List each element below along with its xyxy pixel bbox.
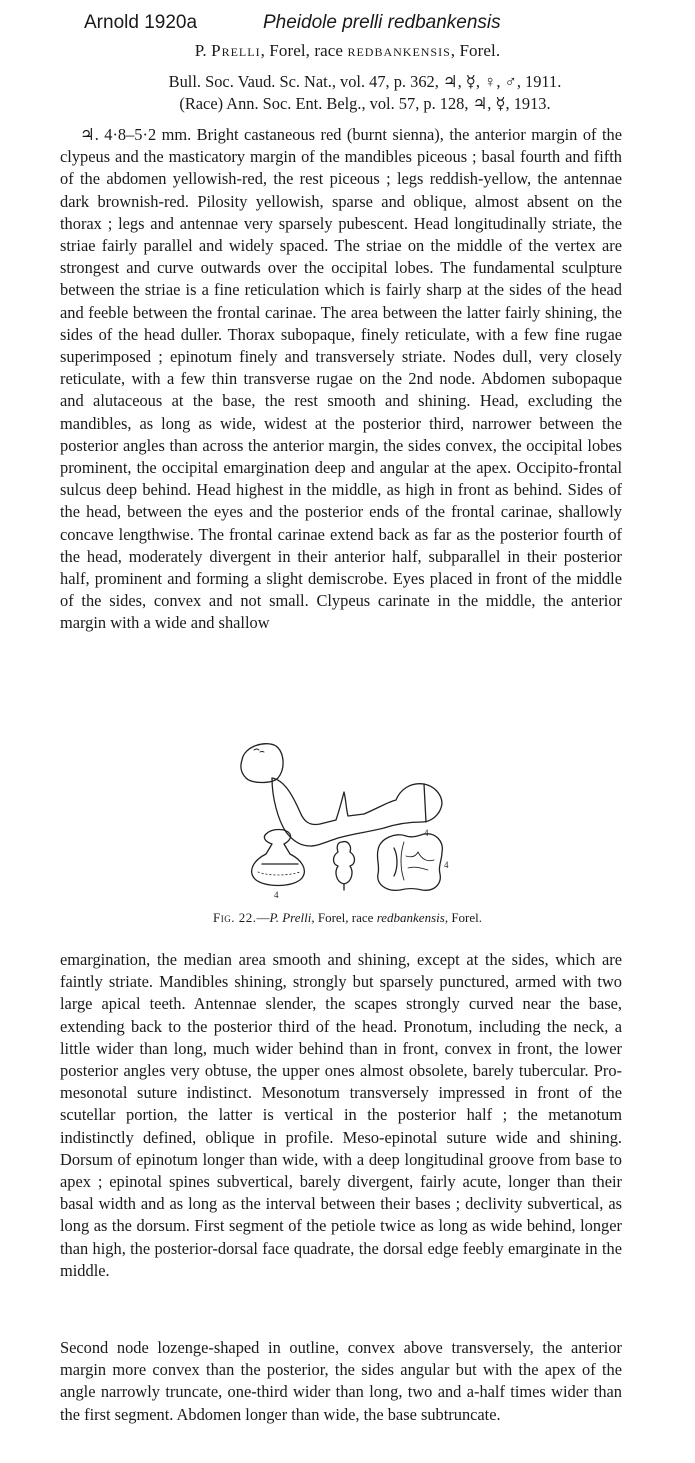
- description-paragraph-1: ♃. 4·8–5·2 mm. Bright castaneous red (burnt sienna), the anterior margin of the clypeus and the masticatory margin of the mandibles piceous ; basal fourth and fifth of the abdomen yellowish-red, the rest piceous ; legs reddish-yellow, the antennae dark brownish-red. Pilosity yellowish, sparse and oblique, almost absent on the thorax ; legs and antennae very sparsely pubescent. Head longitudinally striate, the striae fairly parallel and widely spaced. The striae on the middle of the vertex are strongest and curve outwards over the occipital lobes. The fundamental sculpture between the striae is a fine reticulation which is fairly sharp at the sides of the head and feeble between the frontal carinae. The area between the latter fairly shining, the sides of the head duller. Thorax subopaque, finely reticulate, with a few fine rugae superimposed ; epinotum finely and transversely striate. Nodes dull, very closely reticulate, with a few thin transverse rugae on the 2nd node. Abdomen subopaque and alutaceous at the base, the rest smooth and shining. Head, excluding the mandibles, as long as wide, widest at the posterior third, narrower between the posterior angles than across the anterior margin, the sides convex, the occipital lobes prominent, the occipital emargination deep and angular at the apex. Occipito-frontal sulcus deep behind. Head highest in the middle, as high in front as behind. Sides of the head, between the eyes and the posterior ends of the frontal carinae, shallowly concave lengthwise. The frontal carinae extend back as far as the posterior fourth of the head, moderately divergent in their anterior half, subparallel in their posterior half, prominent and forming a slight demiscrobe. Eyes placed in front of the middle of the sides, convex and not small. Clypeus carinate in the middle, the anterior margin with a wide and shallow: [60, 125, 622, 633]
- reference-1: Bull. Soc. Vaud. Sc. Nat., vol. 47, p. 362, ♃, ☿, ♀, ♂, 1911.: [168, 72, 562, 91]
- caption-suffix: , Forel.: [444, 910, 483, 925]
- title-race: redbankensis: [347, 41, 451, 60]
- reference-2: (Race) Ann. Soc. Ent. Belg., vol. 57, p. 128, ♃, ☿, 1913.: [179, 94, 551, 113]
- figure-22-drawing: [228, 738, 468, 898]
- description-paragraph-3: Second node lozenge-shaped in outline, convex above transversely, the anterior margin more convex than the posterior, the sides angular but with the apex of the angle narrowly truncate, one-third wider than long, two and a-half times wider than the first segment. Abdomen longer than wide, the base subtruncate.: [60, 1338, 622, 1424]
- species-title: [0, 41, 695, 61]
- scale-mark-2: 4: [444, 860, 449, 870]
- title-prefix: P.: [194, 41, 212, 60]
- figure-label: Fig. 22.: [212, 910, 257, 925]
- scale-mark-1: 4: [424, 828, 429, 838]
- caption-middle: , Forel, race: [311, 910, 377, 925]
- caption-race: redbankensis: [376, 910, 445, 925]
- title-species: Prelli: [211, 41, 261, 60]
- figure-caption: [0, 910, 695, 926]
- caption-dash: —: [256, 910, 270, 925]
- caption-species: P. Prelli: [269, 910, 312, 925]
- page-header: [0, 12, 695, 36]
- node-dorsal-sketch: [252, 830, 443, 891]
- taxon-name: Pheidole prelli redbankensis: [263, 12, 501, 33]
- description-paragraph-2: emargination, the median area smooth and shining, except at the sides, which are faintly striate. Mandibles shining, strongly but sparsely punctured, armed with two large apical teeth. Antennae slender, the scapes strongly curved near the base, extending back to the posterior third of the head. Pronotum, including the neck, a little wider than long, much wider behind than in front, convex in front, the lower posterior angles very obtuse, the upper ones almost obsolete, barely tubercular. Pro-mesonotal suture indistinct. Mesonotum transversely impressed in front of the scutellar portion, the latter is vertical in the posterior half ; the metanotum indistinctly defined, oblique in profile. Meso-epinotal suture wide and shining. Dorsum of epinotum longer than wide, with a deep longitudinal groove from base to apex ; epinotal spines subvertical, barely divergent, fairly acute, longer than their basal width and as long as the interval between their bases ; declivity subvertical, as long as the dorsum. First segment of the petiole twice as long as wide behind, longer than high, the posterior-dorsal face quadrate, the dorsal edge feebly emarginate in the middle.: [60, 950, 622, 1280]
- author-year: Arnold 1920a: [84, 12, 198, 33]
- title-suffix: , Forel.: [450, 41, 501, 60]
- title-middle: , Forel, race: [260, 41, 348, 60]
- scale-mark-3: 4: [274, 890, 279, 898]
